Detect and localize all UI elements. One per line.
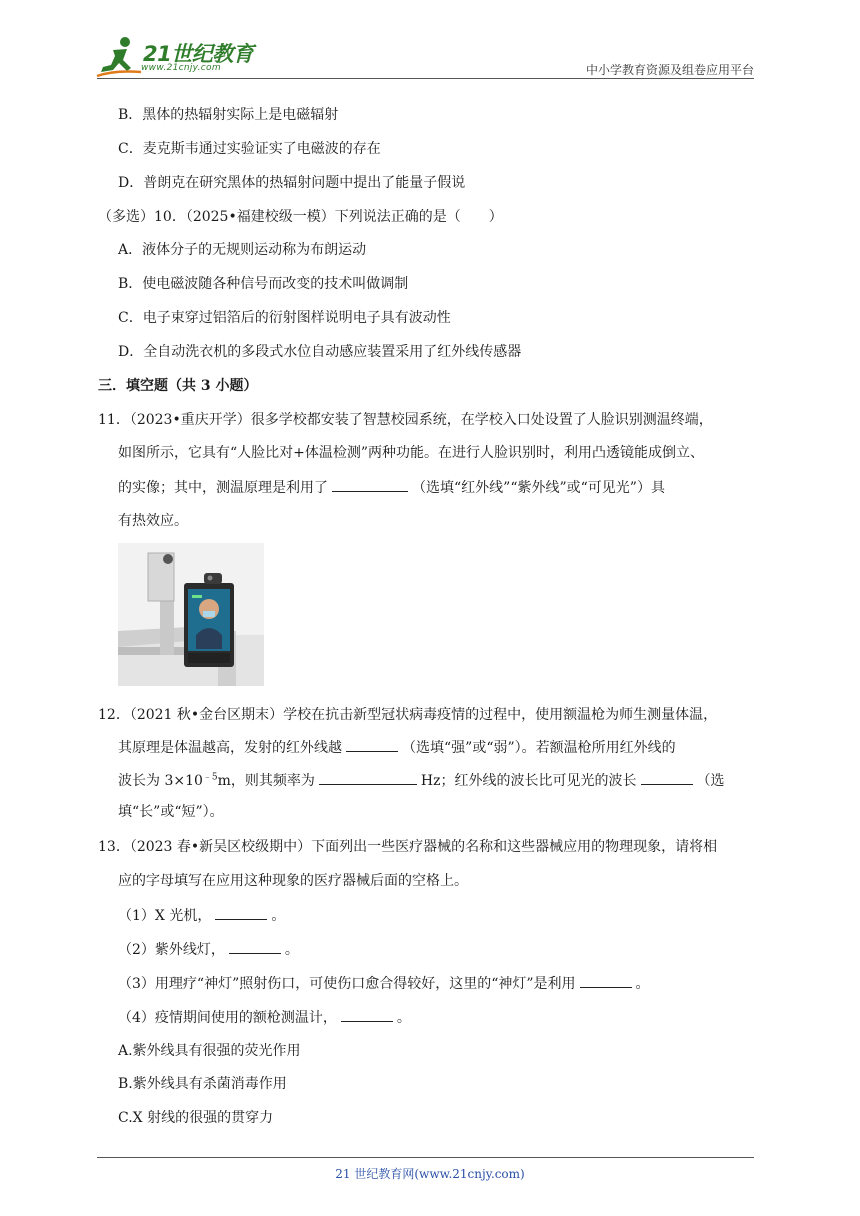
question-12-line3: [118, 770, 725, 791]
q12-blank-frequency[interactable]: [319, 770, 417, 785]
q13-item-3-period: 。: [635, 976, 650, 992]
q11-text-b: （选填“红外线”“紫外线”或“可见光”）具: [412, 480, 665, 496]
q13-item-4-period: 。: [396, 1010, 411, 1026]
footer-link[interactable]: 21 世纪教育网(www.21cnjy.com): [335, 1167, 525, 1181]
option-c-q10: C．电子束穿过铝箔后的衍射图样说明电子具有波动性: [118, 310, 451, 326]
q12-text-b: （选填“强”或“弱”）。若额温枪所用红外线的: [402, 740, 676, 756]
q13-choice-a: A.紫外线具有很强的荧光作用: [118, 1043, 301, 1059]
option-d-q10: D．全自动洗衣机的多段式水位自动感应装置采用了红外线传感器: [118, 344, 522, 360]
q13-item-1: [118, 905, 285, 926]
option-b-q9: B．黑体的热辐射实际上是电磁辐射: [118, 107, 339, 123]
q13-item-4: [118, 1007, 411, 1028]
q13-item-2-text: （2）紫外线灯，: [118, 942, 225, 958]
q13-blank-2[interactable]: [229, 939, 281, 954]
runner-logo-icon: [95, 36, 143, 78]
q13-blank-4[interactable]: [341, 1007, 393, 1022]
question-11-line1: 11．（2023•重庆开学）很多学校都安装了智慧校园系统，在学校入口处设置了人脸识别测温终端，: [98, 412, 713, 428]
q13-item-3: [118, 973, 650, 994]
q13-item-4-text: （4）疫情期间使用的额枪测温计，: [118, 1010, 337, 1026]
question-11-line2: 如图所示，它具有“人脸比对+体温检测”两种功能。在进行人脸识别时，利用凸透镜能成倒立、: [118, 445, 705, 461]
q13-item-2-period: 。: [284, 942, 299, 958]
option-d-q9: D．普朗克在研究黑体的热辐射问题中提出了能量子假说: [118, 175, 466, 191]
q12-text-c: m，则其频率为: [217, 773, 315, 789]
q13-item-3-text: （3）用理疗“神灯”照射伤口，可使伤口愈合得较好，这里的“神灯”是利用: [118, 976, 576, 992]
platform-title: 中小学教育资源及组卷应用平台: [585, 63, 754, 77]
question-10: （多选）10．（2025•福建校级一模）下列说法正确的是（ ）: [98, 209, 503, 225]
q13-blank-3[interactable]: [580, 973, 632, 988]
question-12-line1: 12．（2021 秋•金台区期末）学校在抗击新型冠状病毒疫情的过程中，使用额温枪为师生测量体温，: [98, 707, 718, 723]
option-a-q10: A．液体分子的无规则运动称为布朗运动: [118, 242, 367, 258]
question-11-line3: [118, 477, 665, 498]
question-12-line2: [118, 737, 676, 758]
footer-divider: [97, 1157, 754, 1158]
q11-answer-blank[interactable]: [332, 477, 408, 492]
option-c-q9: C．麦克斯韦通过实验证实了电磁波的存在: [118, 141, 381, 157]
q13-item-1-text: （1）X 光机，: [118, 908, 212, 924]
question-12-line4: 填“长”或“短”）。: [118, 804, 224, 820]
q12-blank-strong-weak[interactable]: [346, 737, 398, 752]
q12-wavelength-text: 波长为 3×10: [118, 773, 203, 789]
question-11-line4: 有热效应。: [118, 513, 188, 529]
q12-text-e: （选: [696, 773, 725, 789]
section-heading: 三．填空题（共 3 小题）: [98, 378, 258, 394]
face-recognition-terminal-image: [118, 543, 264, 686]
option-b-q10: B．使电磁波随各种信号而改变的技术叫做调制: [118, 276, 409, 292]
page-header: [0, 0, 860, 84]
q12-text-d: Hz；红外线的波长比可见光的波长: [420, 773, 637, 789]
q12-text-a: 其原理是体温越高，发射的红外线越: [118, 740, 342, 756]
q11-text-a: 的实像；其中，测温原理是利用了: [118, 480, 328, 496]
q13-choice-b: B.紫外线具有杀菌消毒作用: [118, 1076, 287, 1092]
logo-url: www.21cnjy.com: [141, 63, 221, 73]
q12-blank-long-short[interactable]: [641, 770, 693, 785]
q13-choice-c: C.X 射线的很强的贯穿力: [118, 1110, 274, 1126]
question-13-line1: 13．（2023 春•新吴区校级期中）下面列出一些医疗器械的名称和这些器械应用的物理现象，请将相: [98, 839, 718, 855]
site-logo[interactable]: [95, 36, 255, 78]
header-divider: [97, 78, 754, 79]
question-13-line2: 应的字母填写在应用这种现象的医疗器械后面的空格上。: [118, 873, 468, 889]
q13-item-1-period: 。: [271, 908, 286, 924]
q12-exponent: ﹣5: [202, 772, 218, 783]
q13-item-2: [118, 939, 299, 960]
q13-blank-1[interactable]: [215, 905, 267, 920]
logo-text: 21世纪教育: [143, 42, 254, 66]
